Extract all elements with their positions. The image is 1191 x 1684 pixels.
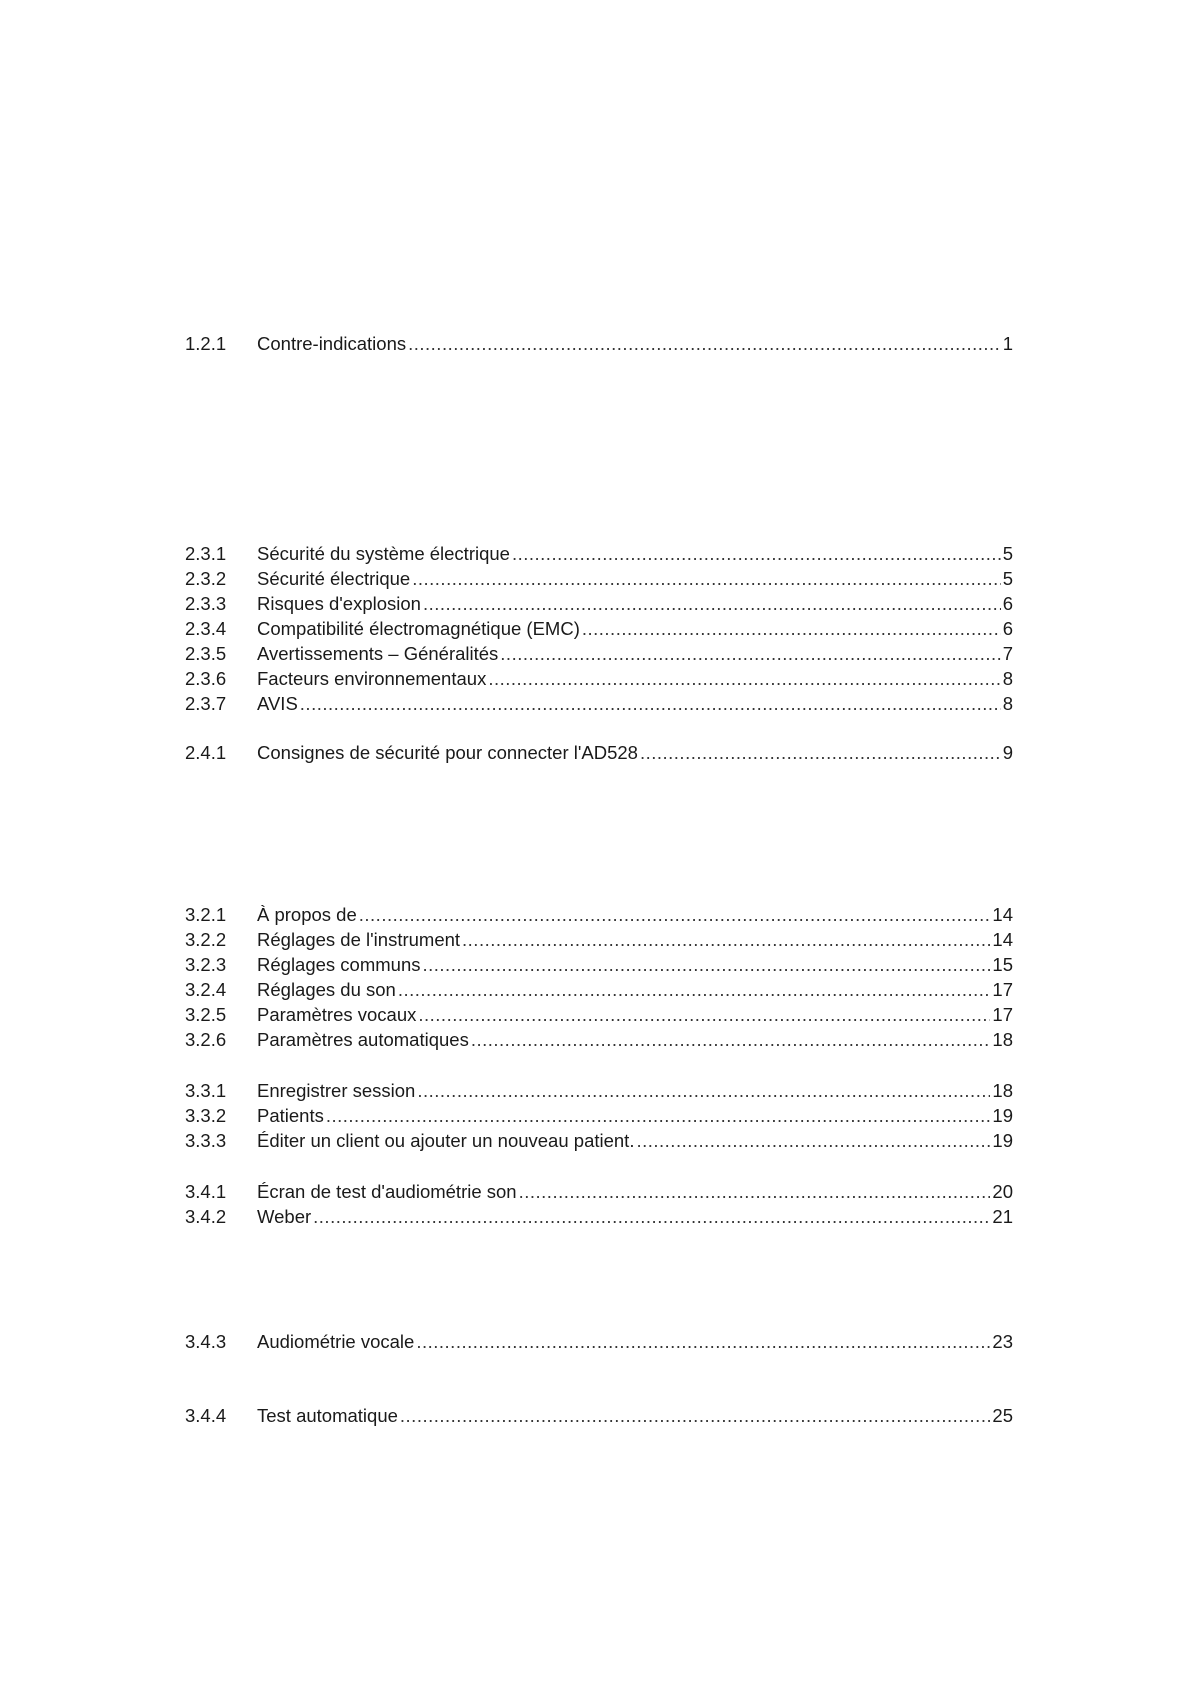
toc-page-number: 5 <box>1002 568 1013 589</box>
toc-page-number: 1 <box>1002 333 1013 354</box>
toc-entry-3-2-4[interactable] <box>185 978 1013 1002</box>
toc-page-number: 23 <box>992 1331 1013 1352</box>
toc-number: 3.2.4 <box>185 979 227 1000</box>
toc-title: Paramètres vocaux <box>257 1004 417 1025</box>
toc-number: 3.3.2 <box>185 1105 227 1126</box>
toc-number: 2.3.7 <box>185 693 227 714</box>
toc-dot-leader <box>359 903 991 927</box>
toc-dot-leader <box>462 928 990 952</box>
toc-page-number: 20 <box>992 1181 1013 1202</box>
toc-dot-leader <box>313 1205 990 1229</box>
toc-dot-leader <box>418 1003 990 1027</box>
toc-entry-3-2-6[interactable] <box>185 1028 1013 1052</box>
toc-entry-3-2-3[interactable] <box>185 953 1013 977</box>
toc-number: 2.3.4 <box>185 618 227 639</box>
toc-title: Avertissements – Généralités <box>257 643 499 664</box>
toc-dot-leader <box>416 1330 990 1354</box>
toc-dot-leader <box>500 642 1000 666</box>
toc-entry-2-3-2[interactable] <box>185 567 1013 591</box>
toc-title: Enregistrer session <box>257 1080 416 1101</box>
toc-dot-leader <box>412 567 1000 591</box>
toc-number: 3.3.1 <box>185 1080 227 1101</box>
toc-title: Weber <box>257 1206 312 1227</box>
toc-number: 3.3.3 <box>185 1130 227 1151</box>
toc-number: 3.4.4 <box>185 1405 227 1426</box>
toc-dot-leader <box>471 1028 991 1052</box>
toc-dot-leader <box>326 1104 991 1128</box>
toc-title: Réglages communs <box>257 954 421 975</box>
toc-title: Facteurs environnementaux <box>257 668 487 689</box>
toc-number: 3.4.2 <box>185 1206 227 1227</box>
toc-page-number: 17 <box>992 979 1013 1000</box>
toc-number: 2.3.5 <box>185 643 227 664</box>
toc-entry-2-3-6[interactable] <box>185 667 1013 691</box>
toc-entry-3-3-3[interactable] <box>185 1129 1013 1153</box>
toc-dot-leader <box>640 741 1001 765</box>
toc-page-number: 6 <box>1002 618 1013 639</box>
toc-entry-2-3-7[interactable] <box>185 692 1013 716</box>
toc-page-number: 18 <box>992 1029 1013 1050</box>
toc-number: 1.2.1 <box>185 333 227 354</box>
toc-number: 3.4.3 <box>185 1331 227 1352</box>
toc-title: Compatibilité électromagnétique (EMC) <box>257 618 580 639</box>
toc-entry-3-2-2[interactable] <box>185 928 1013 952</box>
toc-title: Réglages du son <box>257 979 396 1000</box>
toc-number: 3.4.1 <box>185 1181 227 1202</box>
toc-page-number: 14 <box>992 904 1013 925</box>
toc-entry-3-4-4[interactable] <box>185 1404 1013 1428</box>
toc-number: 2.3.1 <box>185 543 227 564</box>
toc-page-number: 7 <box>1002 643 1013 664</box>
toc-page-number: 8 <box>1002 668 1013 689</box>
toc-dot-leader <box>423 592 1001 616</box>
toc-dot-leader <box>400 1404 991 1428</box>
toc-number: 2.4.1 <box>185 742 227 763</box>
toc-entry-3-3-2[interactable] <box>185 1104 1013 1128</box>
toc-dot-leader <box>408 332 1001 356</box>
toc-number: 3.2.5 <box>185 1004 227 1025</box>
toc-number: 3.2.6 <box>185 1029 227 1050</box>
toc-entry-2-3-4[interactable] <box>185 617 1013 641</box>
toc-title: Contre-indications <box>257 333 407 354</box>
toc-dot-leader <box>519 1180 991 1204</box>
toc-page-number: 15 <box>992 954 1013 975</box>
toc-title: Sécurité du système électrique <box>257 543 510 564</box>
toc-entry-3-3-1[interactable] <box>185 1079 1013 1103</box>
toc-number: 3.2.2 <box>185 929 227 950</box>
toc-title: AVIS <box>257 693 298 714</box>
toc-page-number: 21 <box>992 1206 1013 1227</box>
toc-dot-leader <box>398 978 991 1002</box>
toc-title: Risques d'explosion <box>257 593 421 614</box>
toc-dot-leader <box>488 667 1000 691</box>
toc-entry-1-2-1[interactable] <box>185 332 1013 356</box>
toc-page-number: 8 <box>1002 693 1013 714</box>
toc-title: Test automatique <box>257 1405 398 1426</box>
toc-title: Sécurité électrique <box>257 568 411 589</box>
toc-entry-3-4-1[interactable] <box>185 1180 1013 1204</box>
toc-title: Écran de test d'audiométrie son <box>257 1181 517 1202</box>
toc-page-number: 25 <box>992 1405 1013 1426</box>
toc-dot-leader <box>300 692 1001 716</box>
toc-page-number: 19 <box>992 1130 1013 1151</box>
toc-title: Paramètres automatiques <box>257 1029 469 1050</box>
toc-page-number: 6 <box>1002 593 1013 614</box>
toc-entry-2-4-1[interactable] <box>185 741 1013 765</box>
toc-dot-leader <box>512 542 1001 566</box>
toc-dot-leader <box>582 617 1001 641</box>
toc-page-number: 5 <box>1002 543 1013 564</box>
toc-title: Réglages de l'instrument <box>257 929 461 950</box>
toc-page-number: 14 <box>992 929 1013 950</box>
toc-dot-leader <box>636 1129 990 1153</box>
toc-entry-3-2-1[interactable] <box>185 903 1013 927</box>
toc-entry-3-2-5[interactable] <box>185 1003 1013 1027</box>
toc-number: 2.3.2 <box>185 568 227 589</box>
toc-entry-2-3-3[interactable] <box>185 592 1013 616</box>
toc-number: 2.3.3 <box>185 593 227 614</box>
toc-title: Patients <box>257 1105 324 1126</box>
toc-page-number: 17 <box>992 1004 1013 1025</box>
toc-page-number: 18 <box>992 1080 1013 1101</box>
toc-page-number: 19 <box>992 1105 1013 1126</box>
toc-entry-2-3-5[interactable] <box>185 642 1013 666</box>
toc-number: 2.3.6 <box>185 668 227 689</box>
toc-title: Consignes de sécurité pour connecter l'AD528 <box>257 742 638 763</box>
toc-number: 3.2.1 <box>185 904 227 925</box>
toc-entry-3-4-3[interactable] <box>185 1330 1013 1354</box>
toc-number: 3.2.3 <box>185 954 227 975</box>
toc-title: À propos de <box>257 904 357 925</box>
toc-entry-2-3-1[interactable] <box>185 542 1013 566</box>
toc-title: Éditer un client ou ajouter un nouveau patient. <box>257 1130 635 1151</box>
toc-page-number: 9 <box>1002 742 1013 763</box>
toc-dot-leader <box>417 1079 990 1103</box>
toc-dot-leader <box>423 953 991 977</box>
toc-entry-3-4-2[interactable] <box>185 1205 1013 1229</box>
toc-title: Audiométrie vocale <box>257 1331 415 1352</box>
